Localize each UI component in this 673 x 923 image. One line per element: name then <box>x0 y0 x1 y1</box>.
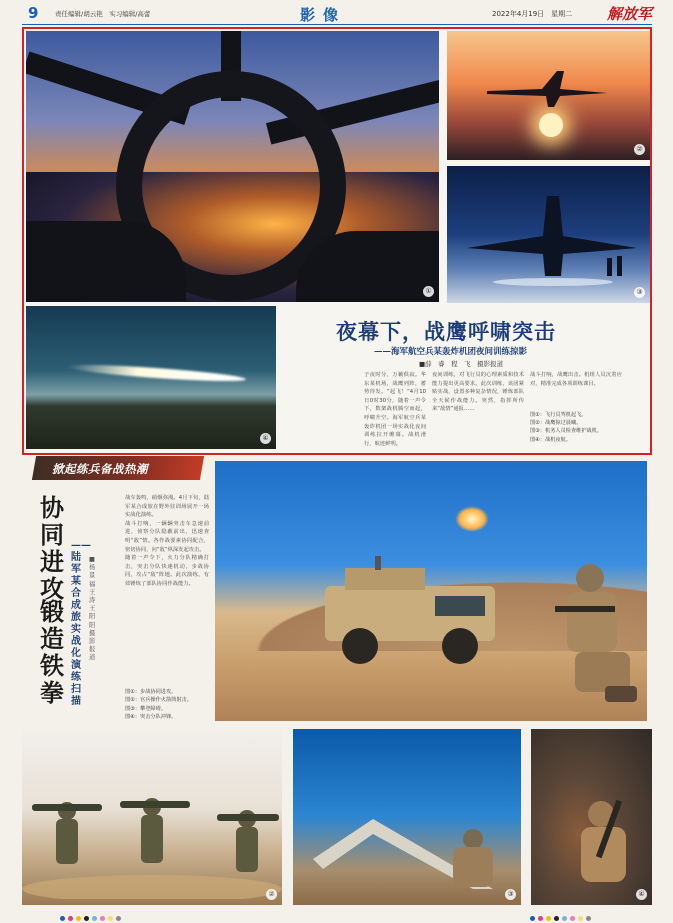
photo-number-badge: ③ <box>634 287 645 298</box>
bomber-front-silhouette <box>467 196 637 286</box>
charging-soldier <box>551 789 651 905</box>
page-number: 9 <box>28 4 39 22</box>
caption-3: 图③：机务人员检查维护战机。 <box>530 428 603 435</box>
story2-title-line2: 锻造铁拳 <box>40 597 64 707</box>
story2-title-line1: 协同进攻 <box>40 493 64 603</box>
caption-1: 图①：步战协同进攻。 <box>125 689 177 695</box>
feature-byline: ■薛 睿 程 飞 摄影报道 <box>419 360 504 368</box>
story2-para: 战车轰鸣，硝烟弥漫。4月下旬，陆军某合成旅在野外驻训场展开一场实战化演练。 <box>125 495 209 519</box>
registration-marks-right <box>530 906 594 914</box>
page-header <box>22 4 652 26</box>
feature-captions <box>530 411 630 444</box>
feature-frame <box>22 27 652 455</box>
story2-para: 随着一声令下，火力分队精确打击，突击分队快速机动，步战协同，攻占“敌”阵地。此次演练，有效锤炼了部队协同作战能力。 <box>125 555 209 587</box>
obstacle-climb-photo[interactable] <box>293 729 521 905</box>
caption-4: 图④：战机夜航。 <box>530 436 571 443</box>
story2-captions <box>125 688 210 721</box>
muzzle-flash <box>455 506 489 532</box>
soldier-climbing <box>293 799 521 905</box>
soldier-charge-photo[interactable] <box>531 729 652 905</box>
feature-body-col-3: 战斗打响，战鹰出击。机组人员沉着应对，精准完成各项训练课目。 <box>530 372 622 387</box>
caption-2: 图②：战鹰掠过晨曦。 <box>530 420 582 427</box>
feature-subtitle: ——海军航空兵某轰炸机团夜间训练掠影 <box>374 347 528 357</box>
bomber-sunset-photo[interactable] <box>447 31 650 160</box>
armored-vehicle <box>315 556 505 666</box>
feature-body-col-2: 夜间训练，对飞行员的心理素质和技术能力提出更高要求。此次训练，该团紧贴实战，设置多种复杂情况，锤炼部队全天候作战能力。突然，指挥所传来“敌情”通报…… <box>432 372 524 413</box>
story2-para: 战斗打响，一辆辆突击车急速前进，侦察分队隐蔽前出，迅速查明“敌”情。各作战要素协同配合，密切协同，向“敌”纵深发起攻击。 <box>125 520 209 553</box>
issue-date: 2022年4月19日 星期二 <box>492 10 573 18</box>
photo-number-badge: ① <box>423 286 434 297</box>
photo-number-badge: ② <box>634 144 645 155</box>
photo-number-badge: ④ <box>636 889 647 900</box>
campaign-banner-text: 掀起练兵备战热潮 <box>52 462 148 476</box>
night-takeoff-trail-photo[interactable] <box>26 306 276 449</box>
feature-title: 夜幕下，战鹰呼啸突击 <box>336 319 556 344</box>
cockpit-night-photo[interactable] <box>26 31 439 302</box>
story2-subtitle: ——陆军某合成旅实战化演练扫描 <box>71 540 91 707</box>
bomber-apron-night-photo[interactable] <box>447 166 650 303</box>
photo-number-badge: ③ <box>505 889 516 900</box>
caption-1: 图①：飞行员驾机起飞。 <box>530 412 587 418</box>
light-trail <box>66 362 246 385</box>
story2-body <box>125 494 209 589</box>
soldiers-with-launchers <box>22 789 282 899</box>
caption-2: 图②：官兵操作火箭筒射击。 <box>125 697 192 704</box>
masthead-logo: 解放军 <box>607 5 653 23</box>
story2-byline: ■杨景福 王 涛 王阳阳 摄影报道 <box>89 556 102 662</box>
registration-marks-left <box>60 906 124 914</box>
photo-number-badge: ② <box>266 889 277 900</box>
header-divider <box>22 24 652 25</box>
editors-line: 责任编辑/胡云艳 实习编辑/高蕾 <box>55 10 151 18</box>
photo-number-badge: ④ <box>260 433 271 444</box>
section-title: 影像 <box>300 6 347 24</box>
armored-vehicle-assault-photo[interactable] <box>215 461 647 721</box>
kneeling-soldier <box>545 556 645 716</box>
rocket-launcher-firing-photo[interactable] <box>22 729 282 905</box>
bomber-silhouette <box>482 69 612 109</box>
feature-body-col-1: 子夜时分，万籁俱寂。华东某机场，战鹰列阵，蓄势待发。“起飞！”4月10日0时30分，随着一声令下，数架战机腾空而起，呼啸升空。海军航空兵某轰炸机团一场实战化夜间训练拉开帷幕。战机滑行，航迹鲜明。 <box>364 372 426 447</box>
caption-4: 图④：突击分队冲锋。 <box>125 713 177 720</box>
caption-3: 图③：攀登障碍。 <box>125 705 166 712</box>
